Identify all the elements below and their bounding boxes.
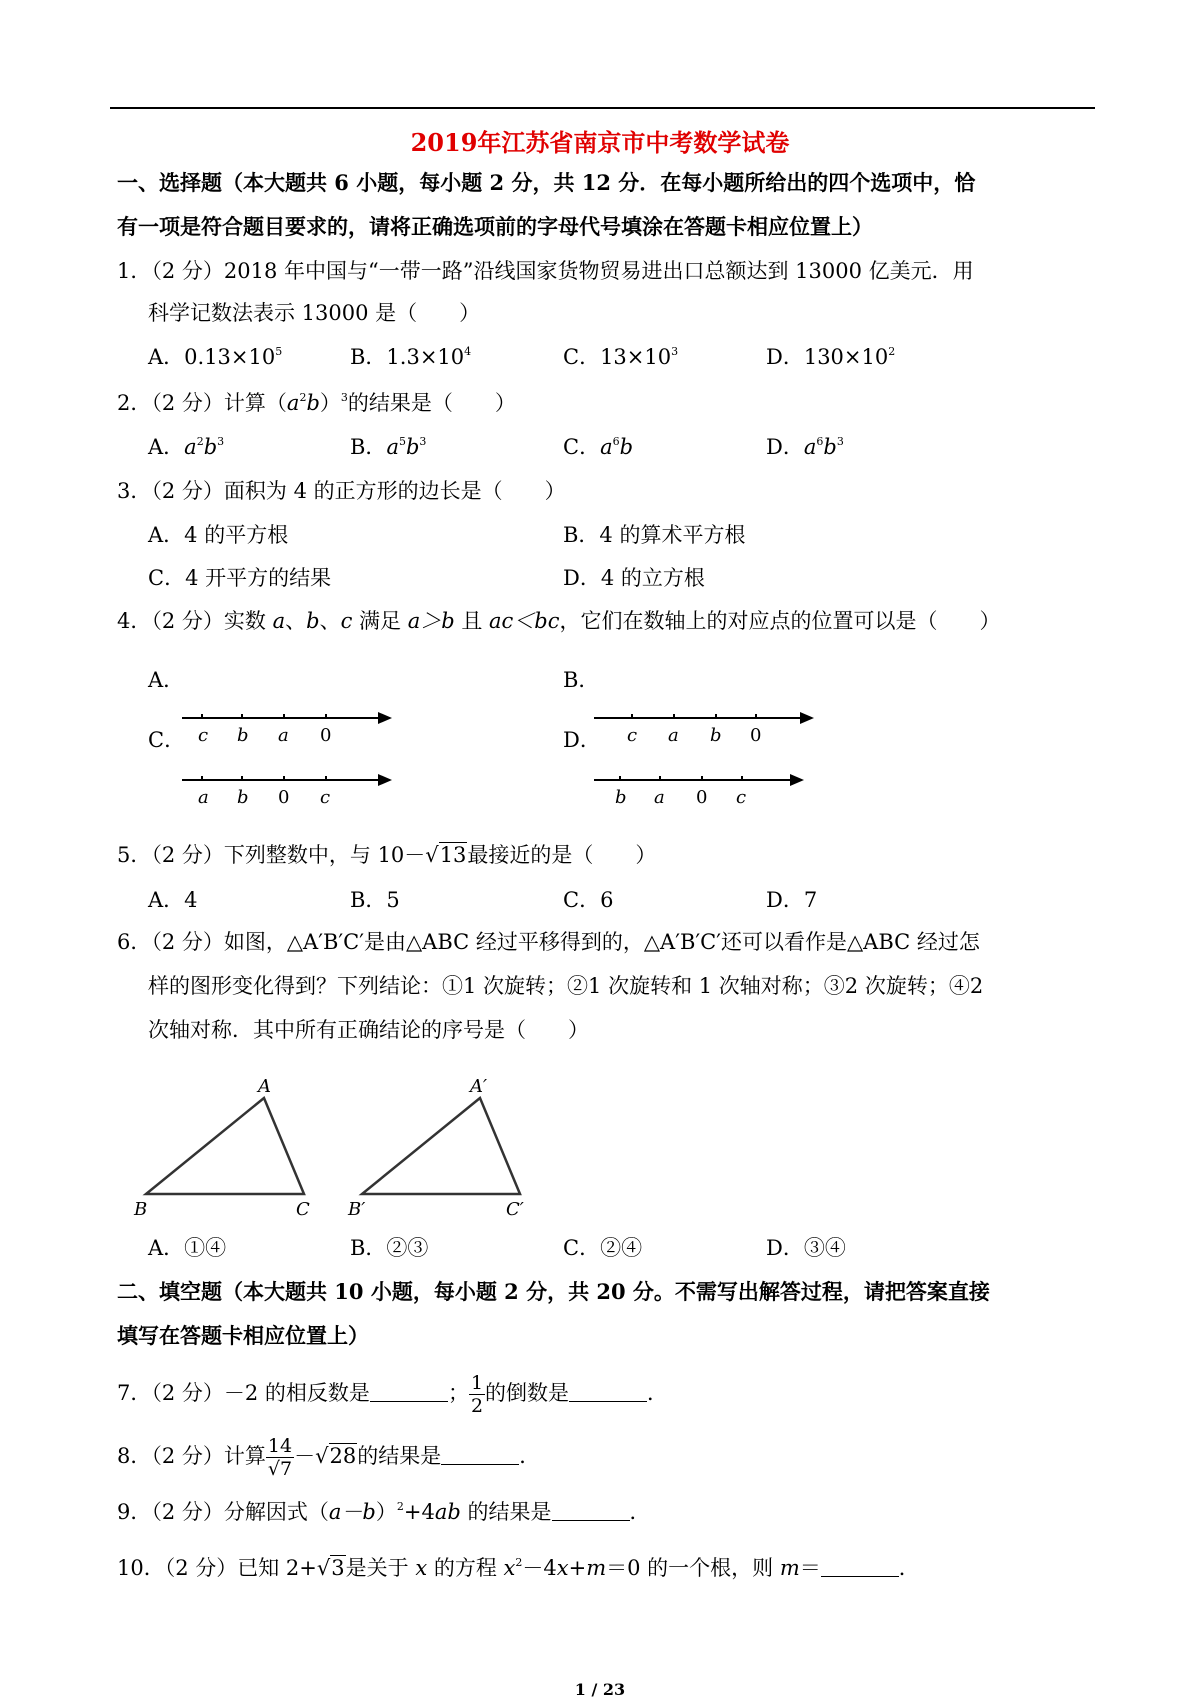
q1-option-d[interactable] bbox=[766, 342, 895, 372]
q10-radicand: 3 bbox=[331, 1556, 345, 1580]
q10-eq: －4 bbox=[522, 1556, 557, 1580]
q1-option-d-exp: 2 bbox=[888, 345, 896, 358]
q2-option-a[interactable] bbox=[148, 432, 224, 462]
q5-pre: 5．（2 分）下列整数中，与 10－ bbox=[117, 843, 426, 867]
q4-b-pt2: a bbox=[668, 725, 679, 746]
q4-a-pt4: 0 bbox=[320, 725, 332, 746]
q5-option-c[interactable]: C．6 bbox=[563, 888, 614, 912]
q8-pre: 8．（2 分）计算 bbox=[117, 1444, 266, 1468]
q2-close-paren: ） bbox=[319, 391, 341, 415]
q4-d-pt4: c bbox=[736, 787, 747, 808]
section1-heading-line1: 一、选择题（本大题共 6 小题，每小题 2 分，共 12 分．在每小题所给出的四个选项中，恰 bbox=[117, 170, 976, 195]
q4-var-c: c bbox=[340, 609, 353, 633]
q2-post: 的结果是（ ） bbox=[347, 391, 516, 415]
q9-exp: 2 bbox=[396, 1500, 404, 1513]
q9-tail: 的结果是 bbox=[460, 1500, 552, 1524]
q4-option-c-label[interactable]: C． bbox=[148, 728, 186, 752]
tri2-label-a: A′ bbox=[470, 1076, 488, 1097]
q2-d-var-b: b bbox=[823, 435, 837, 459]
q2-option-c[interactable] bbox=[563, 432, 633, 462]
q10-exp: 2 bbox=[515, 1556, 523, 1569]
section1-heading-line2: 有一项是符合题目要求的，请将正确选项前的字母代号填涂在答题卡相应位置上） bbox=[117, 214, 873, 239]
q4-b-pt3: b bbox=[710, 725, 722, 746]
q4-c-pt4: c bbox=[320, 787, 331, 808]
q10-var-m2: m bbox=[779, 1556, 800, 1580]
q4-d-pt1: b bbox=[615, 787, 627, 808]
q4-p3: 且 bbox=[454, 609, 490, 633]
tri1-label-b: B bbox=[134, 1199, 148, 1220]
q5-radicand: 13 bbox=[439, 843, 467, 867]
q2-option-d[interactable] bbox=[766, 432, 844, 462]
q10-eq3: ＝0 的一个根，则 bbox=[606, 1556, 780, 1580]
header-rule bbox=[110, 107, 1095, 109]
q1-option-d-text: D．130×10 bbox=[766, 345, 889, 369]
tri2-label-c: C′ bbox=[506, 1199, 524, 1220]
q9-stem bbox=[117, 1497, 651, 1527]
q4-c-pt3: 0 bbox=[278, 787, 290, 808]
q9-blank[interactable] bbox=[552, 1502, 630, 1521]
q2-stem bbox=[117, 388, 516, 418]
q4-cond2: ac＜bc bbox=[489, 609, 560, 633]
q4-p2: 满足 bbox=[352, 609, 408, 633]
q2-d-exp1: 6 bbox=[816, 435, 824, 448]
q1-stem-line1: 1．（2 分）2018 年中国与“一带一路”沿线国家货物贸易进出口总额达到 13000 亿美元．用 bbox=[117, 259, 974, 283]
q10-sqrt: √3 bbox=[316, 1556, 345, 1580]
q3-option-d[interactable]: D．4 的立方根 bbox=[563, 566, 705, 590]
q4-c-pt1: a bbox=[198, 787, 209, 808]
q10-pre: 10．（2 分）已知 2+ bbox=[117, 1556, 317, 1580]
q4-c-pt2: b bbox=[237, 787, 249, 808]
q9-ab: ab bbox=[434, 1500, 461, 1524]
q1-option-c-text: C．13×10 bbox=[563, 345, 672, 369]
q4-sep2: 、 bbox=[319, 609, 341, 633]
page-title: 2019年江苏省南京市中考数学试卷 bbox=[410, 128, 790, 157]
q10-var-m: m bbox=[586, 1556, 607, 1580]
q4-var-b: b bbox=[306, 609, 320, 633]
q2-c-var-b: b bbox=[619, 435, 634, 459]
section2-heading-line1: 二、填空题（本大题共 10 小题，每小题 2 分，共 20 分。不需写出解答过程，请把答案直接 bbox=[117, 1279, 990, 1304]
q4-option-a-label[interactable]: A． bbox=[148, 668, 185, 692]
q10-eq2: + bbox=[568, 1556, 587, 1580]
q6-option-b[interactable]: B．②③ bbox=[350, 1236, 429, 1260]
q4-b-pt1: c bbox=[627, 725, 638, 746]
q4-stem bbox=[117, 606, 1001, 636]
q8-fraction bbox=[266, 1435, 294, 1480]
q8-blank[interactable] bbox=[441, 1446, 519, 1465]
q1-option-b-text: B．1.3×10 bbox=[350, 345, 465, 369]
q2-b-var-b: b bbox=[405, 435, 420, 459]
q1-option-a[interactable] bbox=[148, 342, 282, 372]
q3-stem: 3．（2 分）面积为 4 的正方形的边长是（ ） bbox=[117, 479, 566, 503]
q8-numerator: 14 bbox=[266, 1435, 294, 1458]
q4-b-pt4: 0 bbox=[750, 725, 762, 746]
q6-stem-line3: 次轴对称．其中所有正确结论的序号是（ ） bbox=[148, 1018, 589, 1042]
q4-option-c-numberline[interactable] bbox=[180, 770, 395, 808]
q4-cond1: a＞b bbox=[407, 609, 455, 633]
q3-option-c[interactable]: C．4 开平方的结果 bbox=[148, 566, 332, 590]
page-number: 1 / 23 bbox=[574, 1680, 626, 1699]
section2-heading-line2: 填写在答题卡相应位置上） bbox=[117, 1323, 369, 1348]
q5-post: 最接近的是（ ） bbox=[467, 843, 657, 867]
q2-a-var-a: a bbox=[184, 435, 197, 459]
q10-end: ． bbox=[898, 1556, 920, 1580]
q5-sqrt: √13 bbox=[425, 843, 467, 867]
q8-end: ． bbox=[519, 1444, 541, 1468]
q2-b-var-a: a bbox=[386, 435, 399, 459]
q2-d-var-a: a bbox=[803, 435, 817, 459]
q9-close: ） bbox=[375, 1500, 397, 1524]
q1-option-b-exp: 4 bbox=[464, 345, 472, 358]
q2-var-b: b bbox=[306, 391, 320, 415]
q2-a-exp2: 3 bbox=[217, 435, 225, 448]
q2-b-exp1: 5 bbox=[398, 435, 406, 448]
q9-end: ． bbox=[629, 1500, 651, 1524]
q4-var-a: a bbox=[272, 609, 286, 633]
q1-stem-line2: 科学记数法表示 13000 是（ ） bbox=[148, 301, 481, 325]
q8-sqrt: √28 bbox=[315, 1444, 357, 1468]
q4-p1: 4．（2 分）实数 bbox=[117, 609, 273, 633]
q6-stem-line2: 样的图形变化得到？下列结论：①1 次旋转；②1 次旋转和 1 次轴对称；③2 次旋转；④2 bbox=[148, 974, 984, 998]
q6-option-a[interactable]: A．①④ bbox=[148, 1236, 227, 1260]
q5-option-b[interactable]: B．5 bbox=[350, 888, 400, 912]
q10-mid: 是关于 bbox=[345, 1556, 416, 1580]
q2-b-exp2: 3 bbox=[419, 435, 427, 448]
q2-option-b-label: B． bbox=[350, 435, 387, 459]
q10-var-x: x bbox=[415, 1556, 428, 1580]
q7-mid: ； bbox=[447, 1381, 469, 1405]
q4-a-pt2: b bbox=[237, 725, 249, 746]
q2-option-b[interactable] bbox=[350, 432, 426, 462]
q5-option-a[interactable]: A．4 bbox=[148, 888, 198, 912]
q4-option-b-label[interactable]: B． bbox=[563, 668, 600, 692]
q4-d-pt2: a bbox=[654, 787, 665, 808]
q4-option-a-numberline[interactable] bbox=[180, 708, 395, 746]
q4-a-pt3: a bbox=[278, 725, 289, 746]
q9-pre: 9．（2 分）分解因式（ bbox=[117, 1500, 329, 1524]
q3-option-a[interactable]: A．4 的平方根 bbox=[148, 523, 289, 547]
q10-stem bbox=[117, 1553, 920, 1583]
q10-blank[interactable] bbox=[821, 1558, 899, 1577]
q8-post: 的结果是 bbox=[357, 1444, 442, 1468]
q9-expr: a－b bbox=[328, 1500, 376, 1524]
q8-denominator: √7 bbox=[267, 1458, 293, 1480]
q1-option-b[interactable] bbox=[350, 342, 471, 372]
q6-option-d[interactable]: D．③④ bbox=[766, 1236, 846, 1260]
q7-blank-1[interactable] bbox=[370, 1383, 448, 1402]
tri1-label-c: C bbox=[296, 1199, 310, 1220]
q7-denominator: 2 bbox=[470, 1395, 484, 1417]
q1-option-c[interactable] bbox=[563, 342, 678, 372]
q7-numerator: 1 bbox=[470, 1372, 484, 1394]
q10-var-x2: x bbox=[503, 1556, 516, 1580]
q10-mid2: 的方程 bbox=[427, 1556, 504, 1580]
q4-option-b-numberline[interactable] bbox=[592, 708, 817, 746]
q4-p4: ，它们在数轴上的对应点的位置可以是（ ） bbox=[559, 609, 1001, 633]
tri1-label-a: A bbox=[258, 1076, 271, 1097]
q8-stem bbox=[117, 1428, 540, 1484]
q7-post: 的倒数是 bbox=[485, 1381, 570, 1405]
q2-c-exp1: 6 bbox=[612, 435, 620, 448]
q2-option-d-label: D． bbox=[766, 435, 804, 459]
q2-a-exp1: 2 bbox=[196, 435, 204, 448]
q2-outer-exp: 3 bbox=[340, 391, 348, 404]
q5-option-d[interactable]: D．7 bbox=[766, 888, 818, 912]
q2-c-var-a: a bbox=[600, 435, 613, 459]
tri2-label-b: B′ bbox=[348, 1199, 366, 1220]
q8-den-radicand: 7 bbox=[280, 1458, 293, 1480]
q7-stem bbox=[117, 1368, 668, 1418]
q2-d-exp2: 3 bbox=[836, 435, 844, 448]
q5-stem bbox=[117, 840, 656, 870]
q7-end: ． bbox=[647, 1381, 669, 1405]
q4-sep1: 、 bbox=[285, 609, 307, 633]
q2-var-a: a bbox=[286, 391, 300, 415]
q6-triangles-figure bbox=[130, 1070, 550, 1220]
q6-option-c[interactable]: C．②④ bbox=[563, 1236, 643, 1260]
q1-option-a-text: A．0.13×10 bbox=[148, 345, 276, 369]
q2-a-var-b: b bbox=[203, 435, 218, 459]
q4-a-pt1: c bbox=[198, 725, 209, 746]
q3-option-b[interactable]: B．4 的算术平方根 bbox=[563, 523, 746, 547]
q9-post: +4 bbox=[403, 1500, 435, 1524]
q8-minus: － bbox=[294, 1444, 316, 1468]
q2-a-exp: 2 bbox=[299, 391, 307, 404]
q1-option-a-exp: 5 bbox=[275, 345, 283, 358]
q7-pre: 7．（2 分）－2 的相反数是 bbox=[117, 1381, 370, 1405]
q4-option-d-label[interactable]: D． bbox=[563, 728, 601, 752]
q7-fraction bbox=[469, 1372, 485, 1417]
q4-d-pt3: 0 bbox=[696, 787, 708, 808]
q6-stem-line1: 6．（2 分）如图，△A′B′C′是由△ABC 经过平移得到的，△A′B′C′还可以看作是△ABC 经过怎 bbox=[117, 930, 980, 954]
q2-option-c-label: C． bbox=[563, 435, 601, 459]
q10-var-x3: x bbox=[556, 1556, 569, 1580]
q8-radicand: 28 bbox=[329, 1444, 357, 1468]
q2-option-a-label: A． bbox=[148, 435, 185, 459]
q10-eq4: ＝ bbox=[799, 1556, 821, 1580]
q2-pre: 2．（2 分）计算（ bbox=[117, 391, 287, 415]
q1-option-c-exp: 3 bbox=[671, 345, 679, 358]
q7-blank-2[interactable] bbox=[569, 1383, 647, 1402]
q4-option-d-numberline[interactable] bbox=[592, 770, 807, 808]
